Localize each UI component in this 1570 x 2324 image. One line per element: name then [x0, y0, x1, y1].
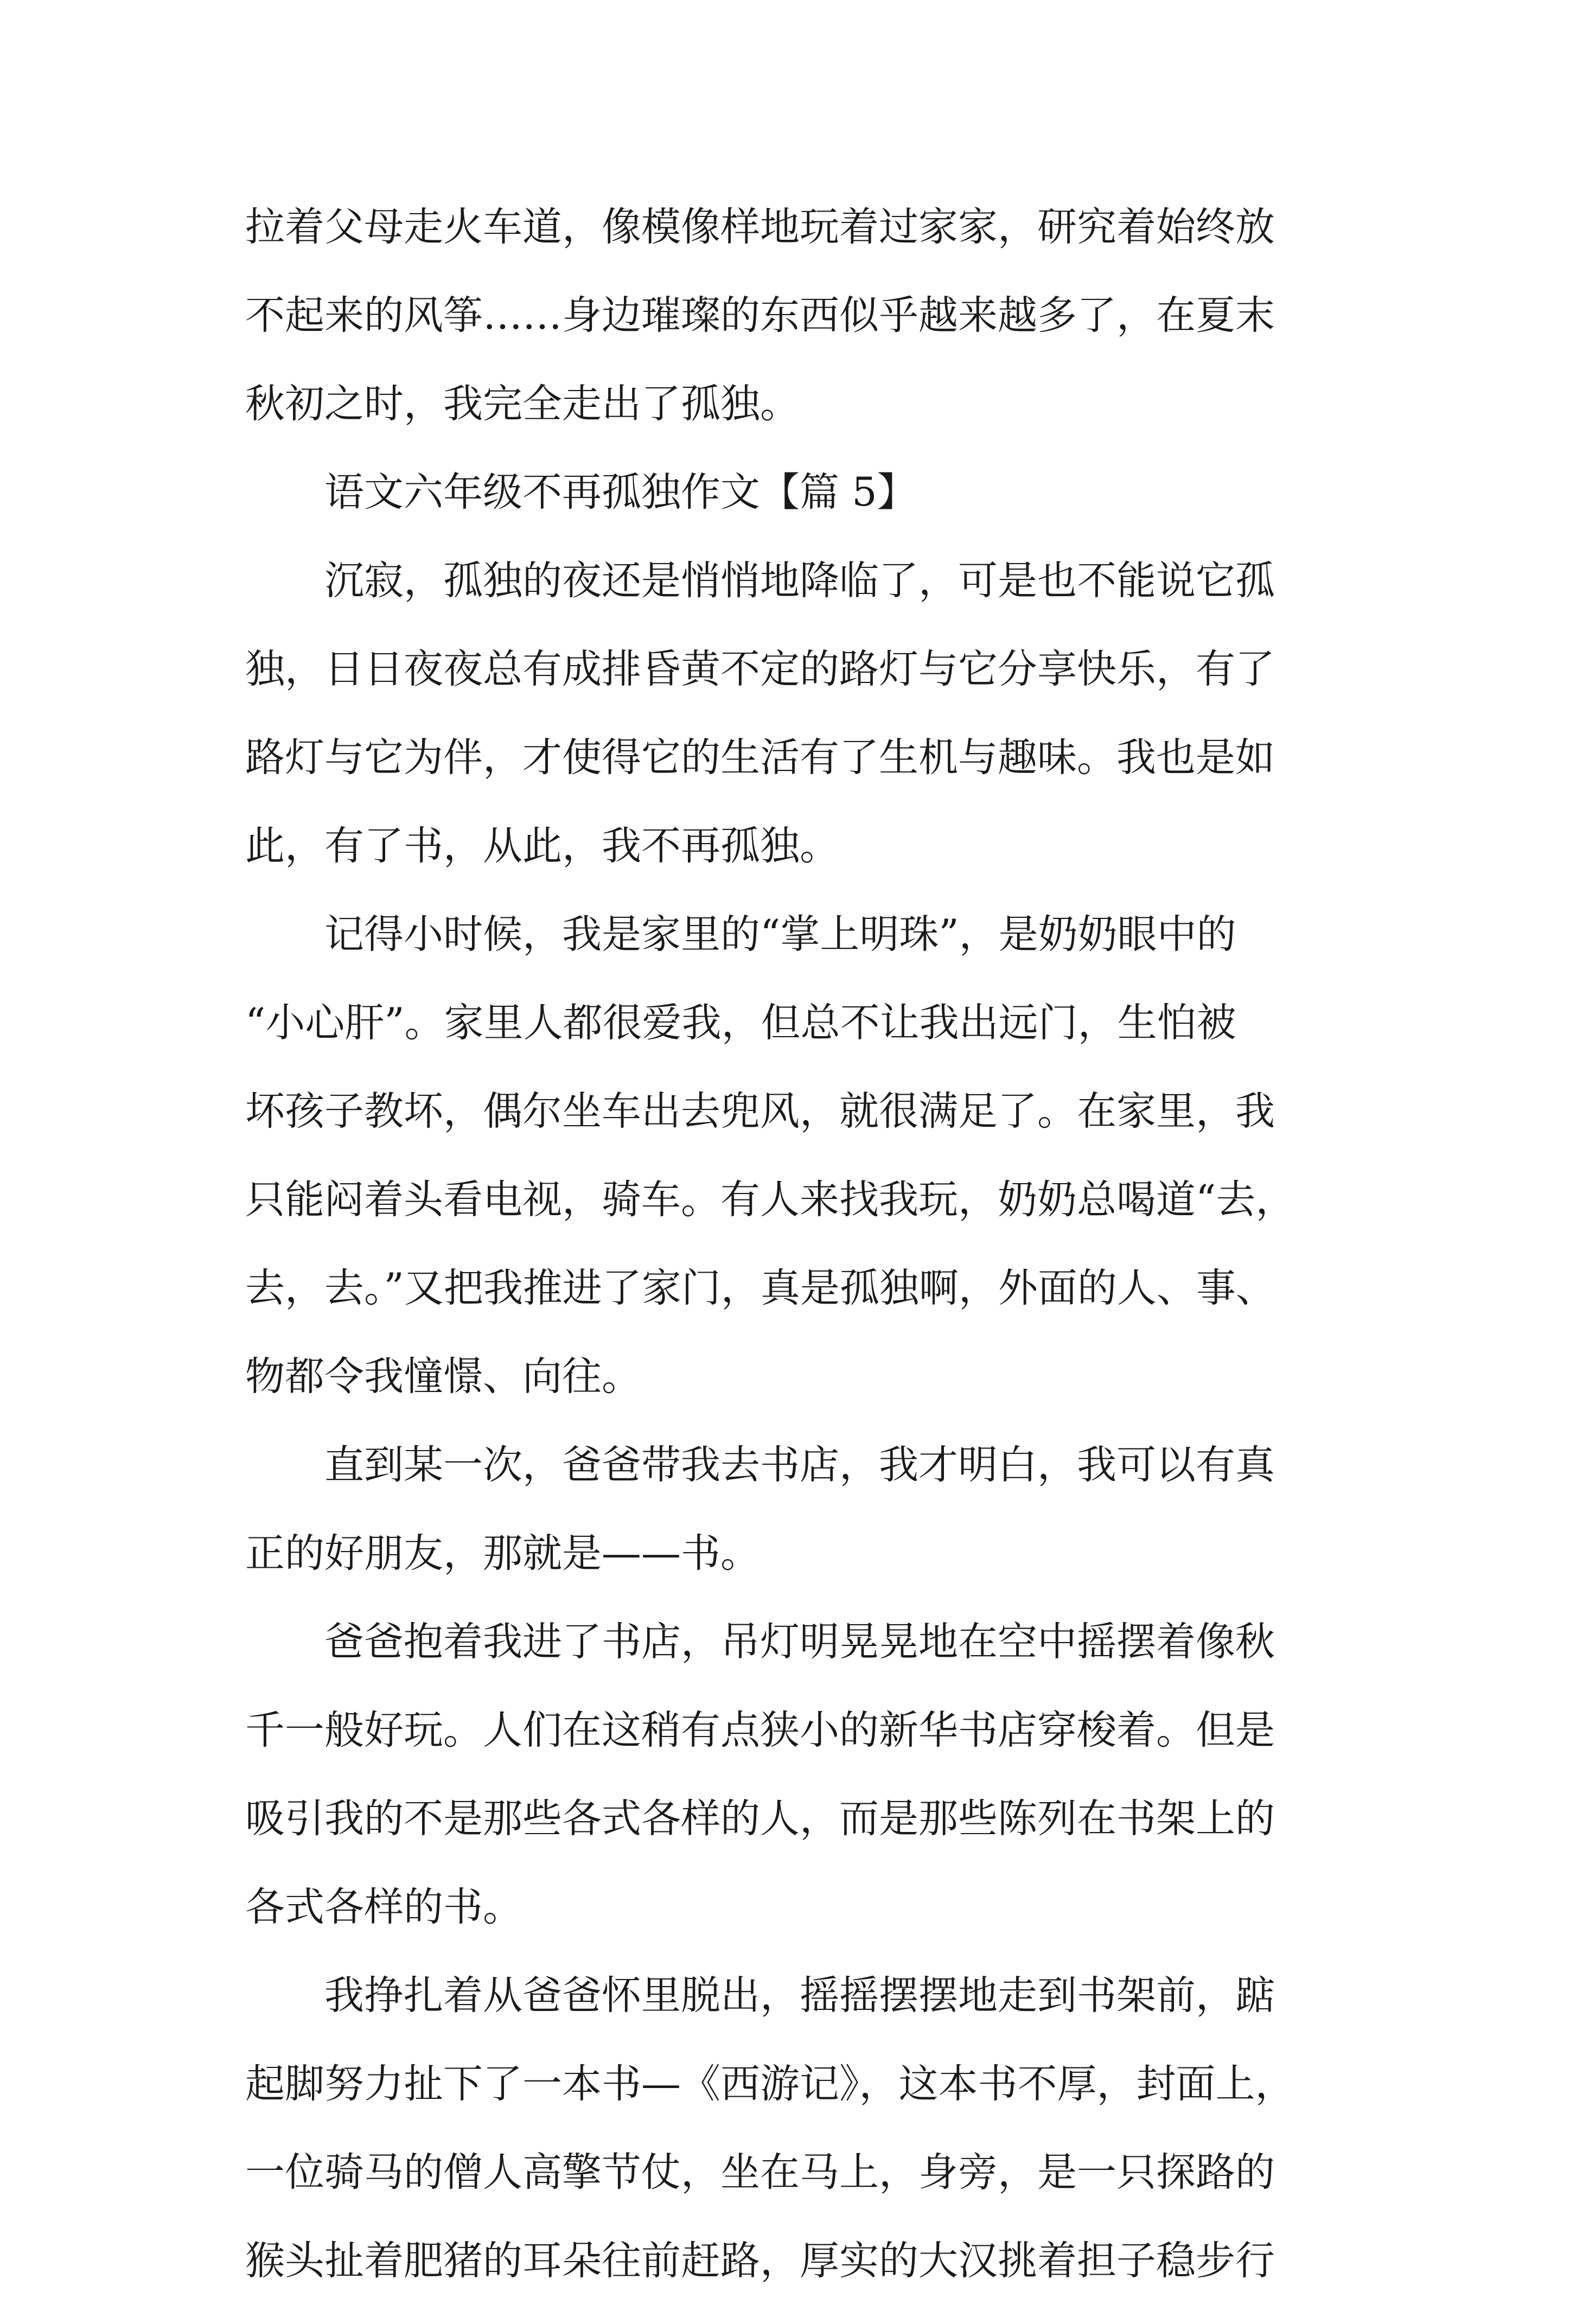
text-line: 直到某一次，爸爸带我去书店，我才明白，我可以有真	[324, 1442, 1275, 1488]
text-line: 各式各样的书。	[245, 1884, 522, 1930]
text-line: 吸引我的不是那些各式各样的人，而是那些陈列在书架上的	[245, 1796, 1275, 1842]
text-line: 一位骑马的僧人高擎节仗，坐在马上，身旁，是一只探路的	[245, 2149, 1275, 2195]
text-line: 拉着父母走火车道，像模像样地玩着过家家，研究着始终放	[245, 204, 1275, 250]
text-line: 坏孩子教坏，偶尔坐车出去兜风，就很满足了。在家里，我	[245, 1088, 1275, 1134]
text-line: 路灯与它为伴，才使得它的生活有了生机与趣味。我也是如	[245, 735, 1275, 781]
text-line: 猴头扯着肥猪的耳朵往前赶路，厚实的大汉挑着担子稳步行	[245, 2238, 1275, 2284]
text-line: 爸爸抱着我进了书店，吊灯明晃晃地在空中摇摆着像秋	[324, 1619, 1275, 1665]
text-line: 不起来的风筝……身边璀璨的东西似乎越来越多了，在夏末	[245, 292, 1275, 339]
text-line: 去，去。”又把我推进了家门，真是孤独啊，外面的人、事、	[245, 1265, 1275, 1311]
text-line: 此，有了书，从此，我不再孤独。	[245, 823, 839, 869]
text-line: 沉寂，孤独的夜还是悄悄地降临了，可是也不能说它孤	[324, 558, 1275, 604]
text-line: 记得小时候，我是家里的“掌上明珠”，是奶奶眼中的	[324, 911, 1236, 957]
text-line: 起脚努力扯下了一本书—《西游记》，这本书不厚，封面上，	[245, 2061, 1295, 2107]
text-line: 秋初之时，我完全走出了孤独。	[245, 381, 800, 427]
text-line: 我挣扎着从爸爸怀里脱出，摇摇摆摆地走到书架前，踮	[324, 1972, 1275, 2019]
essay-body	[245, 202, 1341, 2324]
text-line: 物都令我憧憬、向往。	[245, 1353, 641, 1400]
text-line: 正的好朋友，那就是——书。	[245, 1530, 760, 1576]
text-line: 独，日日夜夜总有成排昏黄不定的路灯与它分享快乐，有了	[245, 646, 1275, 692]
section-heading: 语文六年级不再孤独作文【篇 5】	[324, 469, 917, 515]
text-line: “小心肝”。家里人都很爱我，但总不让我出远门，生怕被	[245, 1000, 1236, 1046]
text-line: 只能闷着头看电视，骑车。有人来找我玩，奶奶总喝道“去，	[245, 1177, 1295, 1223]
text-line: 千一般好玩。人们在这稍有点狭小的新华书店穿梭着。但是	[245, 1707, 1275, 1753]
